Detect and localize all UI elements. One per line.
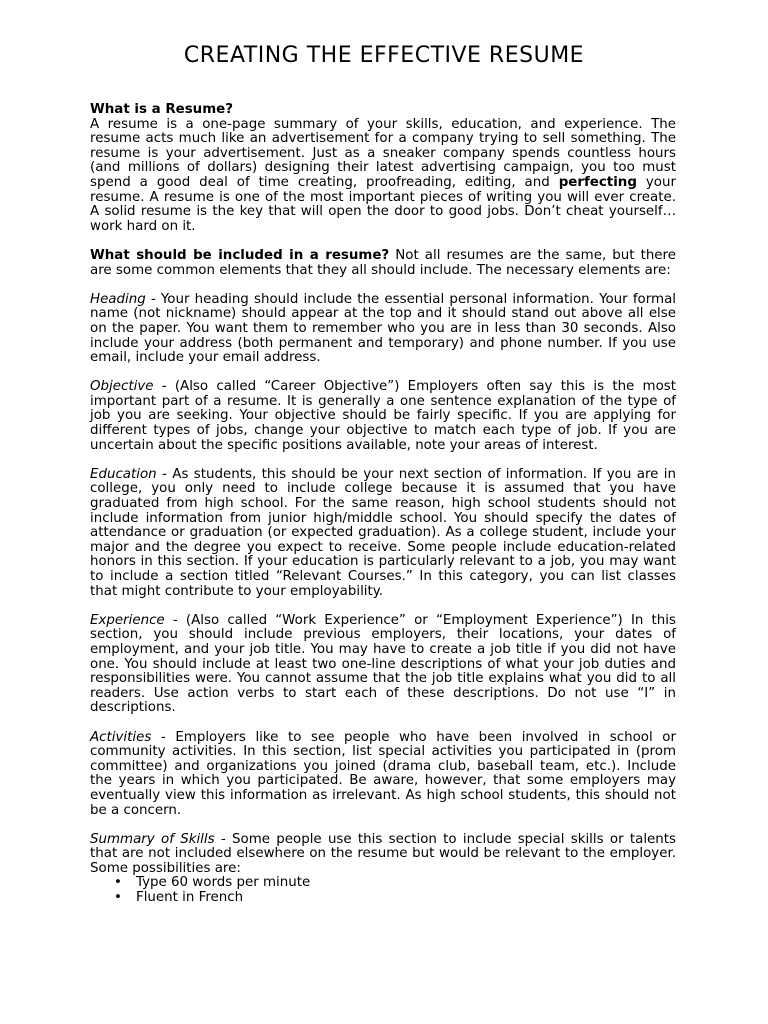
bullet-icon: • [114,875,122,891]
section-heading-paragraph [90,293,676,366]
section-label-heading: Heading - [90,291,156,307]
list-item-text: Type 60 words per minute [136,875,311,891]
what-included-heading: What should be included in a resume? [90,247,390,263]
section-text-heading: Your heading should include the essential personal information. Your formal name (not nickname) should appear at the top and it should stand out above all else on the paper. You want them to remember who you are in less than 30 seconds. Also include your address (both permanent and temporary) and phone number. If you use email, include your email address. [90,291,676,366]
document-body [90,103,676,906]
section-label-skills: Summary of Skills - [90,831,226,847]
document-title: CREATING THE EFFECTIVE RESUME [183,43,585,68]
section-activities-paragraph [90,731,676,819]
list-item [90,876,676,891]
section-text-objective: (Also called “Career Objective”) Employers often say this is the most important part of a resume. It is generally a one sentence explanation of the type of job you are seeking. Your objective should be fairly specific. If you are applying for different types of jobs, change your objective to match each type of job. If you are uncertain about the specific positions available, note your areas of interest. [90,379,676,453]
section-label-objective: Objective - [90,379,167,395]
section-label-activities: Activities - [90,729,166,745]
what-is-resume-text-1: A resume is a one-page summary of your skills, education, and experience. The resume acts much like an advertisement for a company trying to sell something. The resume is your advertisement. Just as a sneaker company spends countless hours (and millions of dollars) designing their latest advertising campaign, you too must spend a good deal of time creating, proofreading, editing, and [90,116,676,190]
section-text-activities: Employers like to see people who have been involved in school or community activities. In this section, list special activities you participated in (prom committee) and organizations you joined (drama club, baseball team, etc.). Include the years in which you participated. Be aware, however, that some employers may eventually view this information as irrelevant. As high school students, this should not be a concern. [90,729,676,818]
section-text-education: As students, this should be your next section of information. If you are in college, you only need to include college because it is assumed that you have graduated from high school. For the same reason, high school students should not include information from junior high/middle school. You should specify the dates of attendance or graduation (or expected graduation). As a college student, include your major and the degree you expect to receive. Some people include education-related honors in this section. If your education is particularly relevant to a job, you may want to include a section titled “Relevant Courses.” In this category, you can list classes that might contribute to your employability. [90,466,676,599]
section-experience-paragraph [90,614,676,716]
what-included-paragraph [90,249,676,278]
what-is-resume-paragraph [90,103,676,234]
list-item [90,891,676,906]
section-text-experience: (Also called “Work Experience” or “Employment Experience”) In this section, you should include previous employers, their locations, your dates of employment, and your job title. You may have to create a job title if you did not have one. You should include at least two one-line descriptions of what your job duties and responsibilities were. You cannot assume that the job title explains what you did to all readers. Use action verbs to start each of these descriptions. Do not use “I” in descriptions. [90,612,676,716]
section-objective-paragraph [90,380,676,453]
section-skills-paragraph [90,833,676,877]
section-education-paragraph [90,468,676,599]
what-is-resume-heading: What is a Resume? [90,102,234,117]
bullet-icon: • [114,890,122,906]
section-label-education: Education - [90,466,167,482]
list-item-text: Fluent in French [136,890,244,906]
section-label-experience: Experience - [90,612,178,628]
skills-possibilities-list [90,876,676,905]
what-is-resume-text-2: your resume. A resume is one of the most important pieces of writing you will ever create. A solid resume is the key that will open the door to good jobs. Don’t cheat yourself…work hard on it. [90,174,676,234]
perfecting-bold-word: perfecting [558,174,637,190]
what-included-text: Not all resumes are the same, but there are some common elements that they all should include. The necessary elements are: [90,247,676,278]
section-text-skills: Some people use this section to include special skills or talents that are not included elsewhere on the resume but would be relevant to the employer. Some possibilities are: [90,831,676,876]
